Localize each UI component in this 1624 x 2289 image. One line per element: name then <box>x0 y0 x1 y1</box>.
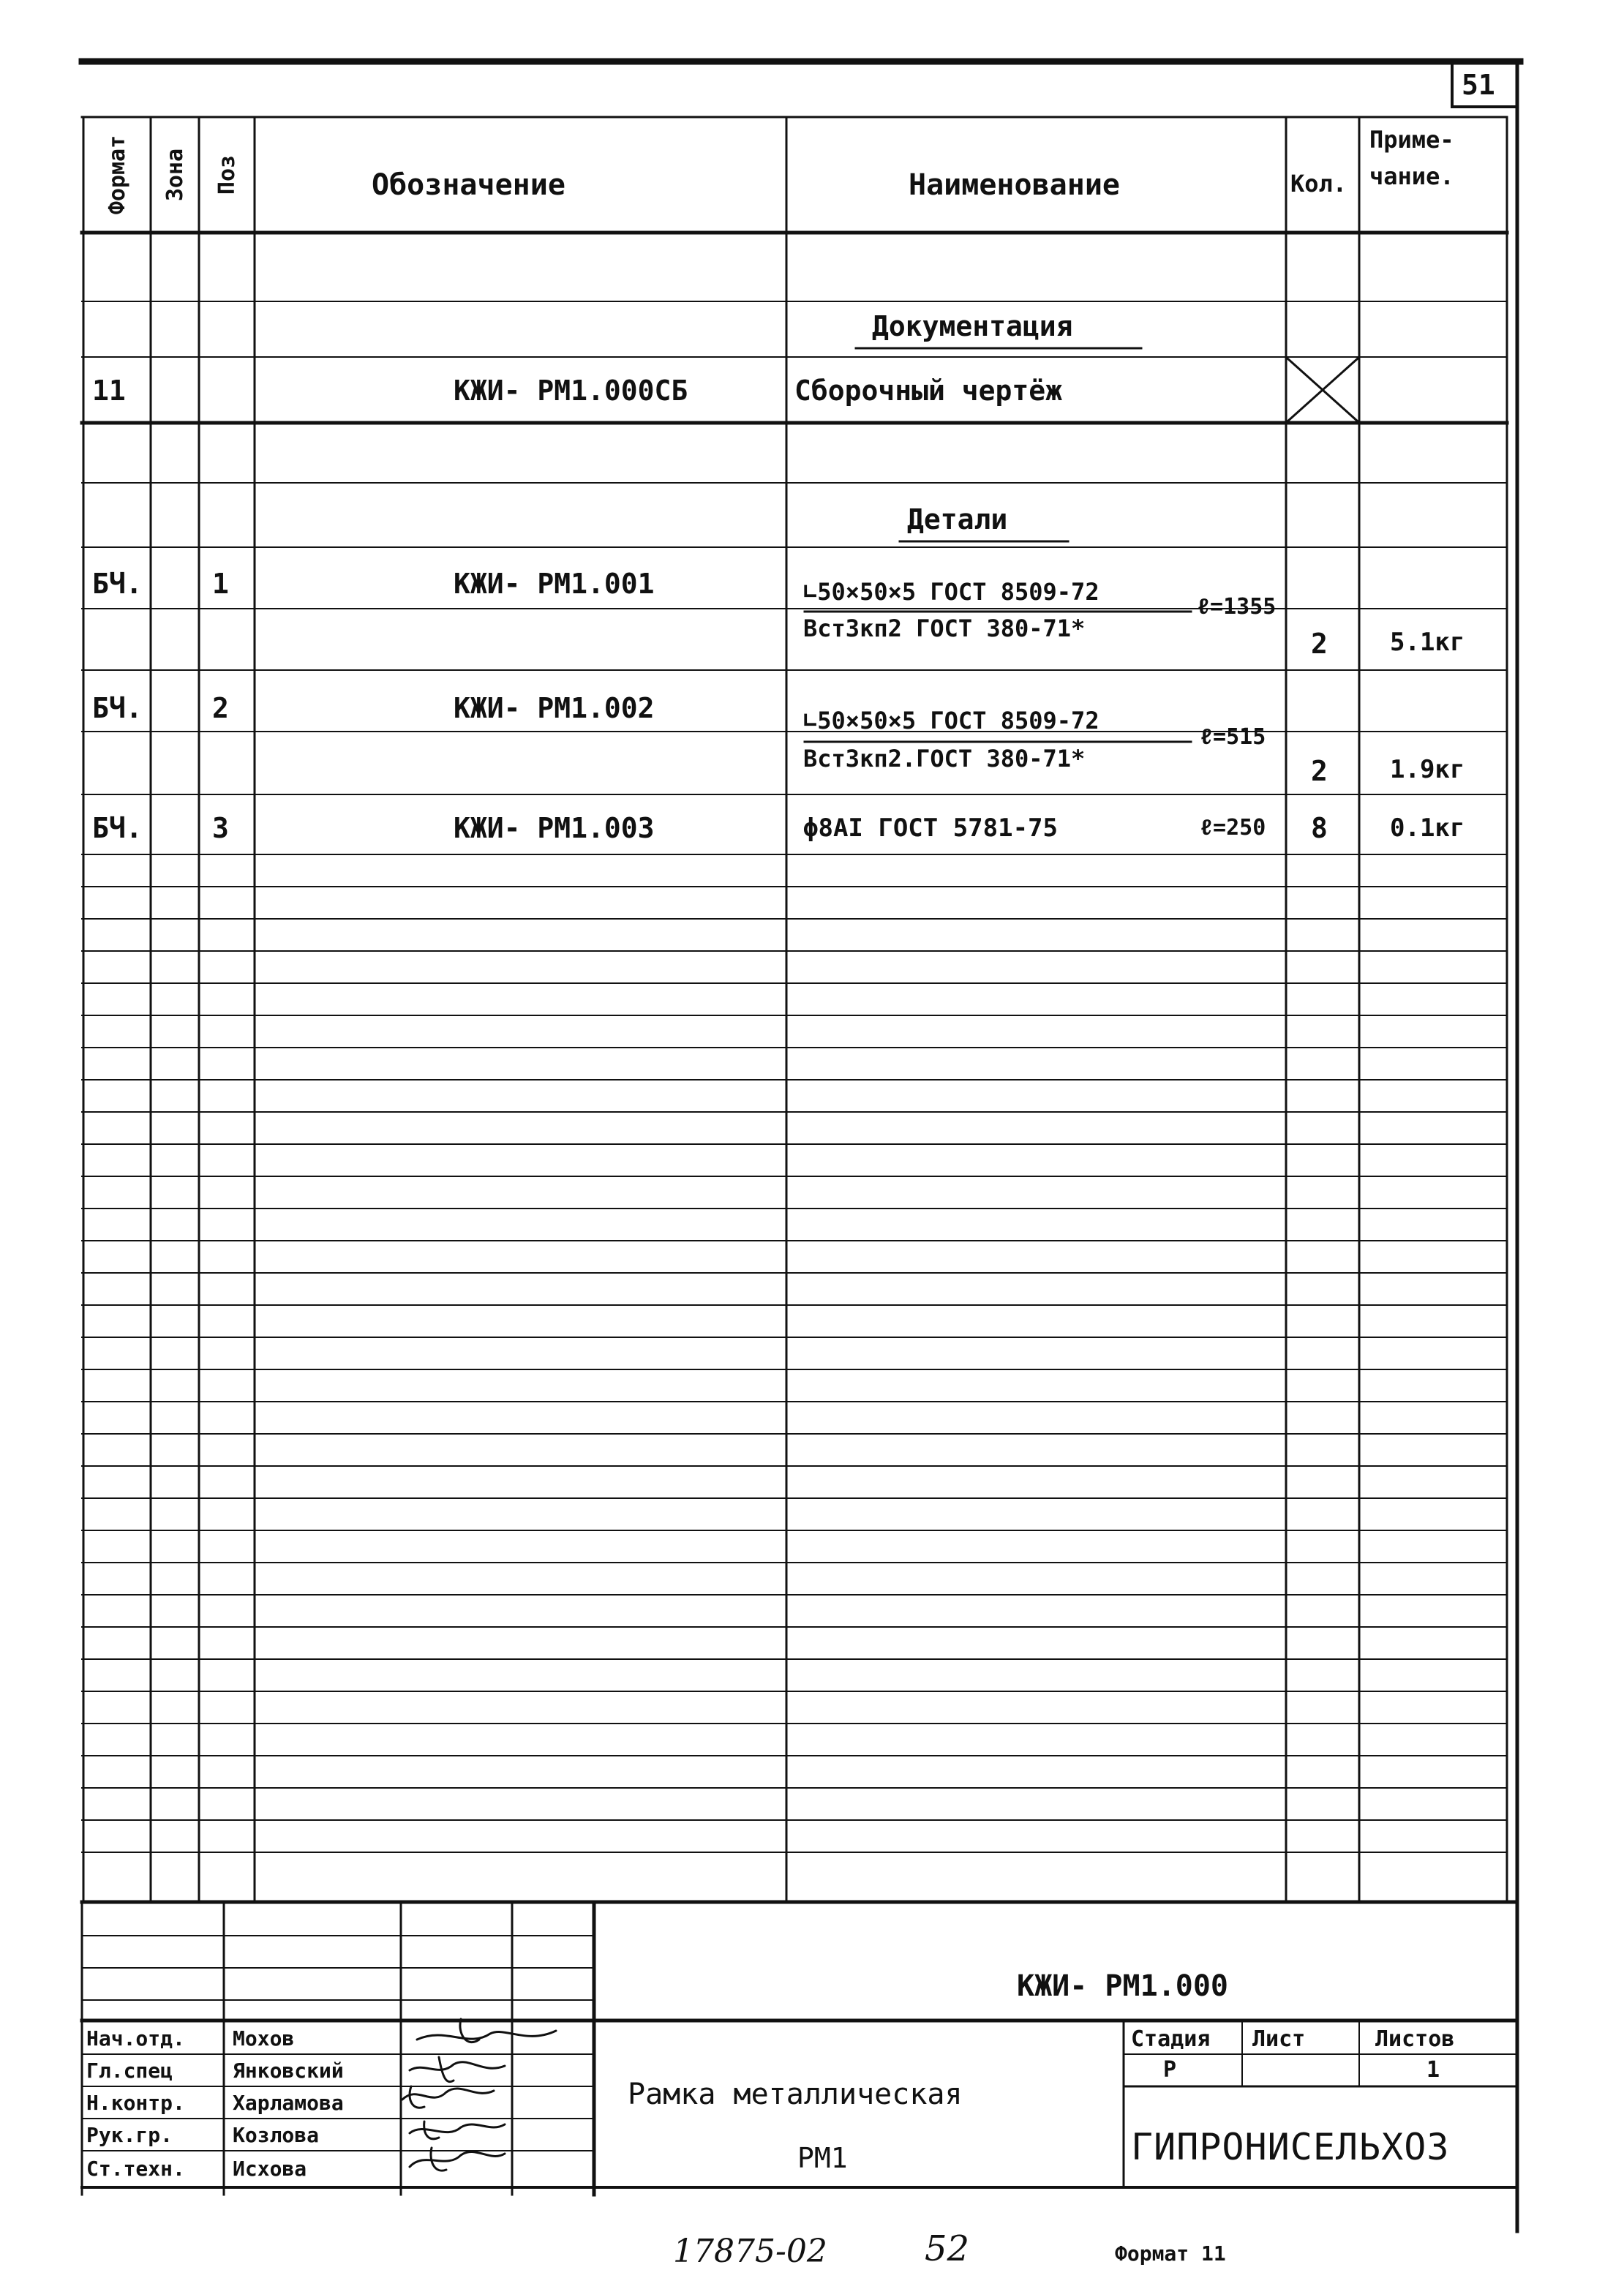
sheet-label: Лист <box>1252 2026 1306 2052</box>
role-label: Рук.гр. <box>86 2123 173 2147</box>
row2-format: БЧ. <box>92 692 143 724</box>
role-name: Янковский <box>233 2059 344 2083</box>
footer-page-number: 52 <box>925 2228 970 2269</box>
row1-qty: 2 <box>1311 628 1328 660</box>
title-block-title: Рамка металлическая <box>628 2078 963 2111</box>
header-format: Формат <box>105 135 130 215</box>
row2-length: ℓ=515 <box>1200 724 1266 750</box>
footer-left-number: 17875-02 <box>673 2233 827 2270</box>
row3-length: ℓ=250 <box>1200 815 1266 841</box>
role-name: Мохов <box>233 2026 295 2051</box>
role-name: Козлова <box>233 2123 320 2147</box>
section-documentation: Документация <box>872 310 1073 342</box>
doc-row-designation: КЖИ- РМ1.000СБ <box>454 375 688 407</box>
row1-note: 5.1кг <box>1390 628 1465 657</box>
header-name: Наименование <box>909 168 1120 202</box>
header-qty: Кол. <box>1290 170 1347 198</box>
doc-row-name: Сборочный чертёж <box>794 375 1063 407</box>
role-name: Исхова <box>233 2157 307 2181</box>
row1-pos: 1 <box>212 568 229 600</box>
doc-row-format: 11 <box>92 375 126 407</box>
sheets-value: 1 <box>1426 2057 1440 2083</box>
stage-value: Р <box>1163 2057 1177 2083</box>
footer-format: Формат 11 <box>1115 2241 1226 2266</box>
row3-designation: КЖИ- РМ1.003 <box>454 812 655 844</box>
row1-format: БЧ. <box>92 568 143 600</box>
title-block-subtitle: РМ1 <box>797 2142 848 2174</box>
role-label: Н.контр. <box>86 2091 185 2115</box>
row3-note: 0.1кг <box>1390 813 1465 843</box>
row2-designation: КЖИ- РМ1.002 <box>454 692 655 724</box>
role-label: Нач.отд. <box>86 2026 185 2051</box>
title-block-code: КЖИ- РМ1.000 <box>1017 1969 1228 2003</box>
row2-qty: 2 <box>1311 755 1328 787</box>
row1-designation: КЖИ- РМ1.001 <box>454 568 655 600</box>
row1-name-bottom: Вст3кп2 ГОСТ 380-71* <box>803 614 1086 642</box>
header-note-line2: чание. <box>1369 162 1454 190</box>
section-details: Детали <box>907 503 1008 535</box>
header-pos: Поз <box>214 154 240 195</box>
row3-qty: 8 <box>1311 812 1328 844</box>
role-label: Ст.техн. <box>86 2157 185 2181</box>
row3-pos: 3 <box>212 812 229 844</box>
role-label: Гл.спец <box>86 2059 173 2083</box>
row1-length: ℓ=1355 <box>1197 594 1277 620</box>
row2-note: 1.9кг <box>1390 755 1465 784</box>
organization-name: ГИПРОНИСЕЛЬХОЗ <box>1131 2126 1450 2168</box>
sheets-label: Листов <box>1375 2026 1455 2052</box>
header-designation: Обозначение <box>372 168 565 202</box>
row3-name: ϕ8АI ГОСТ 5781-75 <box>803 813 1058 843</box>
header-zone: Зона <box>162 148 188 202</box>
header-note-line1: Приме- <box>1369 126 1454 154</box>
row3-format: БЧ. <box>92 812 143 844</box>
row2-name-bottom: Вст3кп2.ГОСТ 380-71* <box>803 745 1086 773</box>
sheet-number: 51 <box>1462 69 1495 101</box>
row2-pos: 2 <box>212 692 229 724</box>
row1-name-top: ∟50×50×5 ГОСТ 8509-72 <box>803 578 1099 606</box>
row2-name-top: ∟50×50×5 ГОСТ 8509-72 <box>803 707 1099 734</box>
role-name: Харламова <box>233 2091 344 2115</box>
signatures <box>380 2004 600 2195</box>
stage-label: Стадия <box>1131 2026 1211 2052</box>
